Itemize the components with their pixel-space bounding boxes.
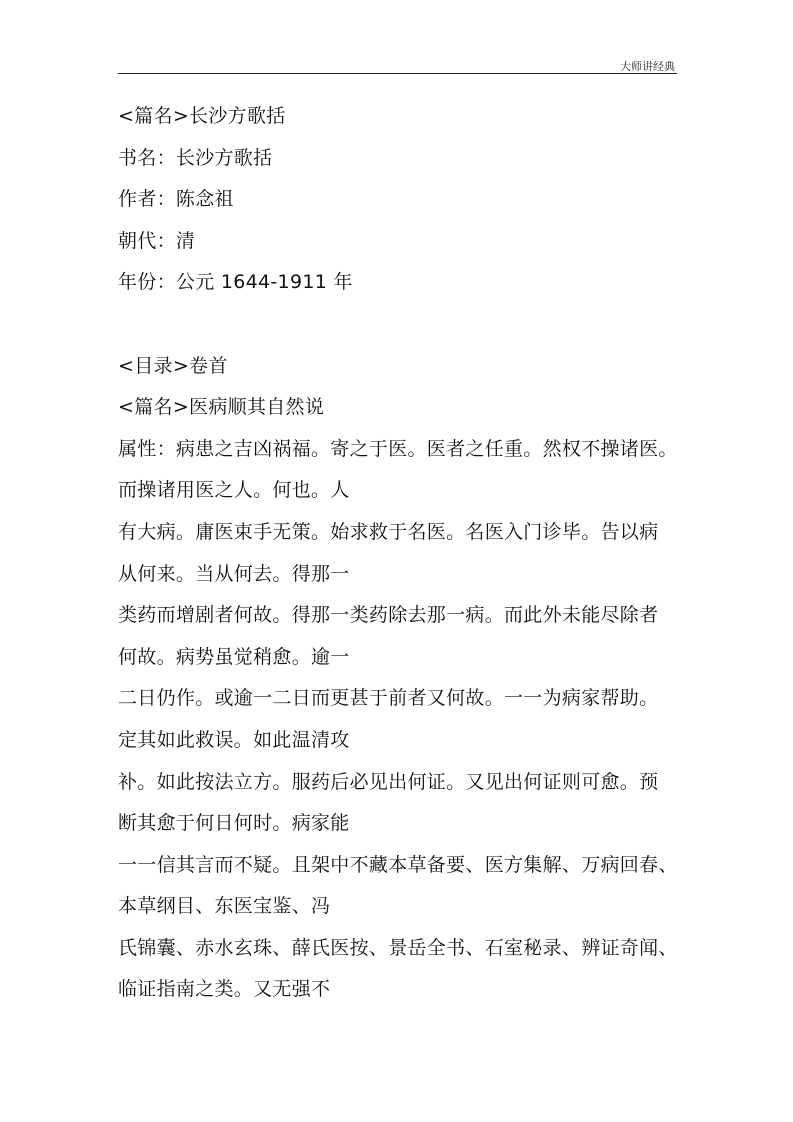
chapter-title: <篇名>长沙方歌括 [118,105,286,127]
document-body [118,96,693,1011]
book-name: 书名：长沙方歌括 [118,146,273,169]
author: 作者：陈念祖 [118,188,234,211]
text-line: 属性：病患之吉凶祸福。寄之于医。医者之任重。然权不操诸医。 [118,437,678,460]
text-line: 从何来。当从何去。得那一 [118,562,350,585]
dynasty: 朝代：清 [118,229,196,252]
text-line: 而操诸用医之人。何也。人 [118,479,350,502]
header-title: 大师讲经典 [620,60,675,73]
text-line: 二日仍作。或逾一二日而更甚于前者又何故。一一为病家帮助。 [118,687,659,710]
years: 年份：公元 1644-1911 年 [118,271,353,294]
header-divider [118,73,677,74]
text-line: 何故。病势虽觉稍愈。逾一 [118,645,350,668]
blank-line [118,304,693,346]
text-line: 有大病。庸医束手无策。始求救于名医。名医入门诊毕。告以病 [118,520,659,543]
text-line: 类药而增剧者何故。得那一类药除去那一病。而此外未能尽除者 [118,604,659,627]
toc-heading: <目录>卷首 [118,354,228,377]
text-line: 定其如此救误。如此温清攻 [118,728,350,751]
section-title: <篇名>医病顺其自然说 [118,396,325,419]
text-line: 断其愈于何日何时。病家能 [118,812,350,835]
text-line: 一一信其言而不疑。且架中不藏本草备要、医方集解、万病回春、 [118,853,678,876]
text-line: 补。如此按法立方。服药后必见出何证。又见出何证则可愈。预 [118,770,659,793]
text-line: 本草纲目、东医宝鉴、冯 [118,895,331,918]
text-line: 临证指南之类。又无强不 [118,978,331,1001]
text-line: 氏锦囊、赤水玄珠、薛氏医按、景岳全书、石室秘录、辨证奇闻、 [118,936,678,959]
